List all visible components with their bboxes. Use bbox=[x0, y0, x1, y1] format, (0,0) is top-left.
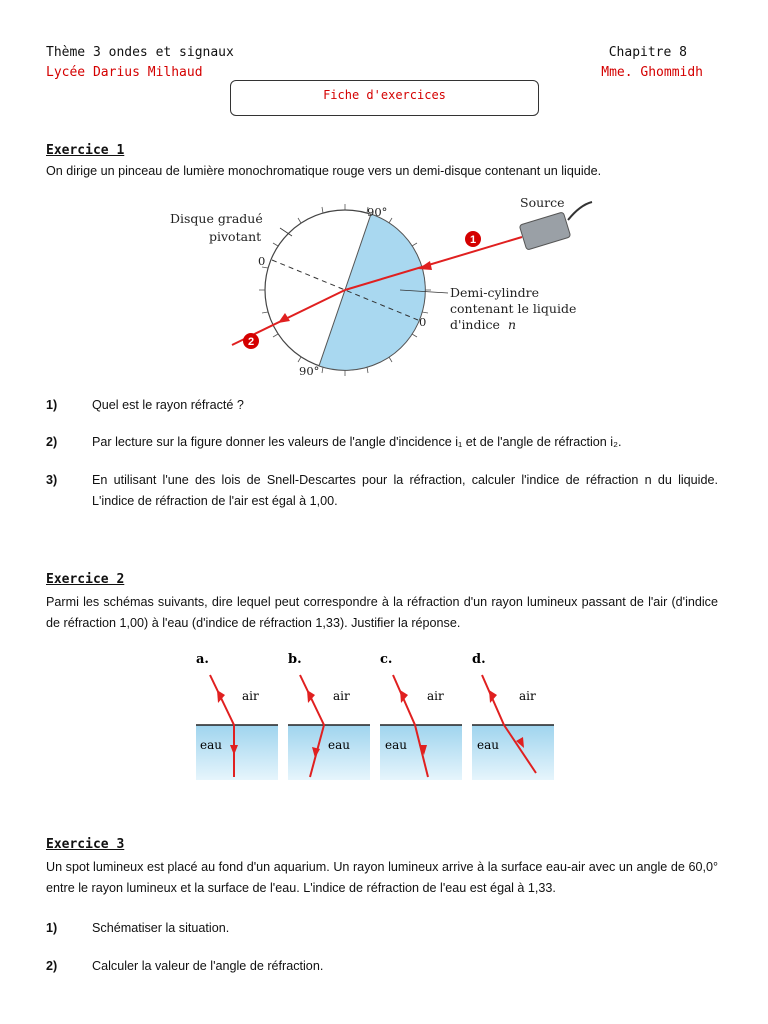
ex1-q3-number: 3) bbox=[46, 473, 58, 487]
diagram-b-letter: b. bbox=[288, 652, 302, 667]
ex3-q2-number: 2) bbox=[46, 959, 58, 973]
diagram-a-air-label: air bbox=[242, 689, 259, 703]
source-label: Source bbox=[520, 195, 565, 210]
diagram-c bbox=[380, 652, 462, 780]
ray-2-label: 2 bbox=[247, 336, 255, 348]
diagram-a-water bbox=[196, 725, 278, 780]
ex3-intro: Un spot lumineux est placé au fond d'un aquarium. Un rayon lumineux arrive à la surface eau-air avec un angle de 60,0° entre le rayon lumineux et la surface de l'eau. L'indice de réfraction de l'eau est égal à 1,33. bbox=[46, 860, 718, 895]
half-cylinder-label-line2: contenant le liquide bbox=[450, 301, 577, 316]
ex3-q2-text: Calculer la valeur de l'angle de réfraction. bbox=[92, 959, 324, 973]
diagram-a-eau-label: eau bbox=[200, 738, 222, 752]
ex1-q2-number: 2) bbox=[46, 435, 58, 449]
diagram-c-letter: c. bbox=[380, 652, 393, 667]
ex1-q1-number: 1) bbox=[46, 398, 58, 412]
ex1-q2-text: Par lecture sur la figure donner les valeurs de l'angle d'incidence i₁ et de l'angle de réfraction i₂. bbox=[92, 435, 622, 449]
diagram-b-eau-label: eau bbox=[328, 738, 350, 752]
ex1-intro: On dirige un pinceau de lumière monochromatique rouge vers un demi-disque contenant un liquide. bbox=[46, 164, 602, 178]
ex3-heading: Exercice 3 bbox=[46, 837, 125, 852]
teacher-label: Mme. Ghommidh bbox=[601, 65, 703, 80]
ex1-q1-text: Quel est le rayon réfracté ? bbox=[92, 398, 244, 412]
ex3-q1-number: 1) bbox=[46, 921, 58, 935]
diagram-d-air-label: air bbox=[519, 689, 536, 703]
ex2-heading: Exercice 2 bbox=[46, 572, 125, 587]
diagram-d bbox=[472, 652, 554, 780]
diagram-d-eau-label: eau bbox=[477, 738, 499, 752]
ex2-intro: Parmi les schémas suivants, dire lequel peut correspondre à la réfraction d'un rayon lumineux passant de l'air (d'indice de réfraction 1,00) à l'eau (d'indice de réfraction 1,33). Justifier la réponse. bbox=[46, 595, 718, 630]
disc-label-line2: pivotant bbox=[209, 229, 262, 244]
ex1-q3-text: En utilisant l'une des lois de Snell-Descartes pour la réfraction, calculer l'indice de réfraction n du liquide. L'indice de réfraction de l'air est égal à 1,00. bbox=[92, 473, 718, 508]
tick-90-bottom: 90° bbox=[299, 364, 320, 378]
ex2-figure bbox=[190, 645, 560, 785]
diagram-d-letter: d. bbox=[472, 652, 486, 667]
diagram-b-water bbox=[288, 725, 370, 780]
half-cylinder-label-line1: Demi-cylindre bbox=[450, 285, 539, 300]
diagram-c-air-label: air bbox=[427, 689, 444, 703]
tick-0-left: 0 bbox=[258, 254, 266, 268]
school-label: Lycée Darius Milhaud bbox=[46, 65, 203, 80]
disc-label-line1: Disque gradué bbox=[170, 211, 263, 226]
index-n-label: n bbox=[508, 317, 517, 332]
diagram-a-letter: a. bbox=[196, 652, 209, 667]
diagram-b bbox=[288, 652, 370, 780]
tick-0-right: 0 bbox=[419, 315, 427, 329]
title-box bbox=[230, 80, 539, 116]
half-cylinder-label-line3: d'indice bbox=[450, 317, 500, 332]
ex3-q1-text: Schématiser la situation. bbox=[92, 921, 230, 935]
ex1-heading: Exercice 1 bbox=[46, 143, 125, 158]
theme-label: Thème 3 ondes et signaux bbox=[46, 45, 234, 60]
diagram-b-air-label: air bbox=[333, 689, 350, 703]
diagram-d-water bbox=[472, 725, 554, 780]
ray-1-label: 1 bbox=[469, 234, 477, 246]
diagram-c-eau-label: eau bbox=[385, 738, 407, 752]
ex1-figure bbox=[160, 190, 610, 385]
chapter-label: Chapitre 8 bbox=[608, 45, 687, 60]
diagram-a bbox=[196, 652, 278, 780]
tick-90-top: 90° bbox=[367, 205, 388, 219]
page-title: Fiche d'exercices bbox=[323, 88, 446, 102]
